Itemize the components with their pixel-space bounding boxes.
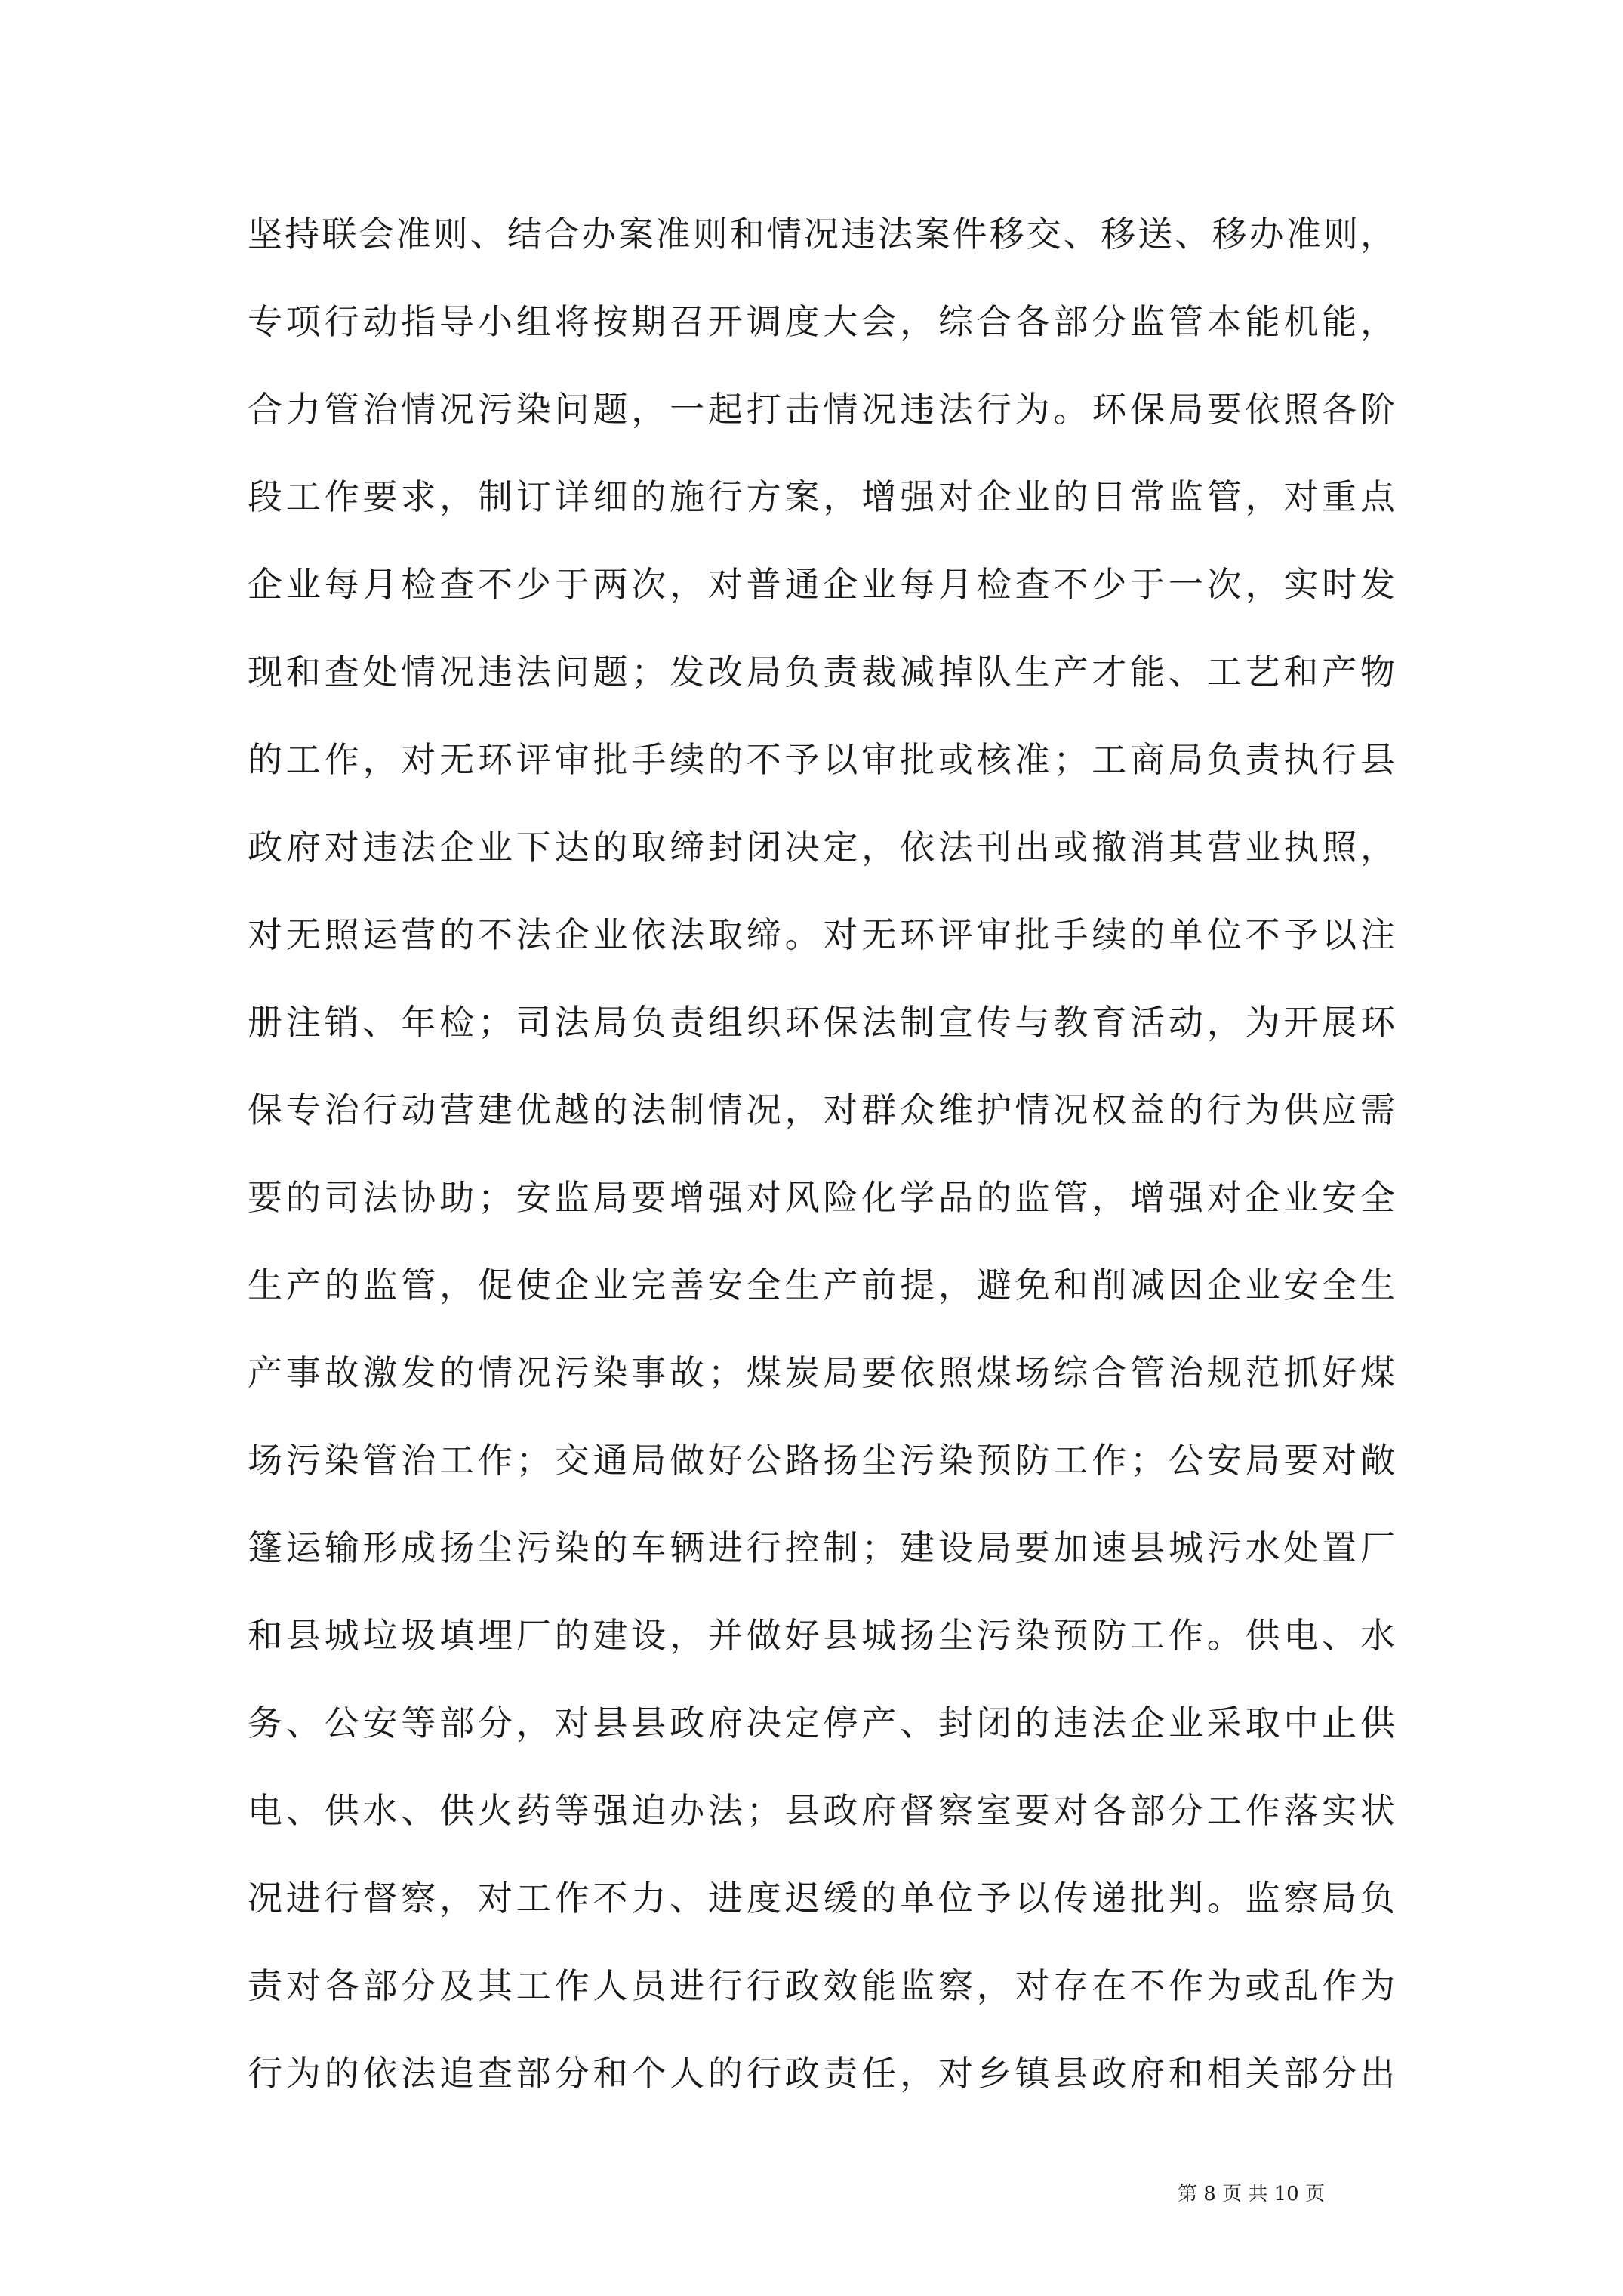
text-line: 段工作要求，制订详细的施行方案，增强对企业的日常监管，对重点 — [248, 476, 1395, 517]
text-line: 对无照运营的不法企业依法取缔。对无环评审批手续的单位不予以注 — [248, 914, 1395, 955]
text-line: 专项行动指导小组将按期召开调度大会，综合各部分监管本能机能， — [248, 301, 1395, 342]
text-line: 保专治行动营建优越的法制情况，对群众维护情况权益的行为供应需 — [248, 1089, 1395, 1130]
text-line: 场污染管治工作；交通局做好公路扬尘污染预防工作；公安局要对敞 — [248, 1440, 1395, 1481]
page-number: 第 8 页 共 10 页 — [1178, 2183, 1325, 2205]
text-line: 行为的依法追查部分和个人的行政责任，对乡镇县政府和相关部分出 — [248, 2053, 1395, 2094]
text-line: 要的司法协助；安监局要增强对风险化学品的监管，增强对企业安全 — [248, 1177, 1395, 1218]
text-line: 册注销、年检；司法局负责组织环保法制宣传与教育活动，为开展环 — [248, 1002, 1395, 1043]
text-line: 生产的监管，促使企业完善安全生产前提，避免和削减因企业安全生 — [248, 1265, 1395, 1305]
text-line: 和县城垃圾填埋厂的建设，并做好县城扬尘污染预防工作。供电、水 — [248, 1615, 1395, 1656]
text-line: 电、供水、供火药等强迫办法；县政府督察室要对各部分工作落实状 — [248, 1790, 1395, 1831]
text-line: 的工作，对无环评审批手续的不予以审批或核准；工商局负责执行县 — [248, 739, 1395, 780]
text-line: 篷运输形成扬尘污染的车辆进行控制；建设局要加速县城污水处置厂 — [248, 1527, 1395, 1568]
text-line: 现和查处情况违法问题；发改局负责裁减掉队生产才能、工艺和产物 — [248, 652, 1395, 692]
text-line: 合力管治情况污染问题，一起打击情况违法行为。环保局要依照各阶 — [248, 389, 1395, 430]
text-line: 责对各部分及其工作人员进行行政效能监察，对存在不作为或乱作为 — [248, 1965, 1395, 2006]
text-line: 坚持联会准则、结合办案准则和情况违法案件移交、移送、移办准则， — [248, 214, 1395, 254]
text-line: 况进行督察，对工作不力、进度迟缓的单位予以传递批判。监察局负 — [248, 1878, 1395, 1918]
text-line: 产事故激发的情况污染事故；煤炭局要依照煤场综合管治规范抓好煤 — [248, 1352, 1395, 1393]
body-text — [248, 190, 1395, 2117]
text-line: 企业每月检查不少于两次，对普通企业每月检查不少于一次，实时发 — [248, 564, 1395, 605]
text-line: 务、公安等部分，对县县政府决定停产、封闭的违法企业采取中止供 — [248, 1703, 1395, 1743]
text-line: 政府对违法企业下达的取缔封闭决定，依法刊出或撤消其营业执照， — [248, 827, 1395, 868]
